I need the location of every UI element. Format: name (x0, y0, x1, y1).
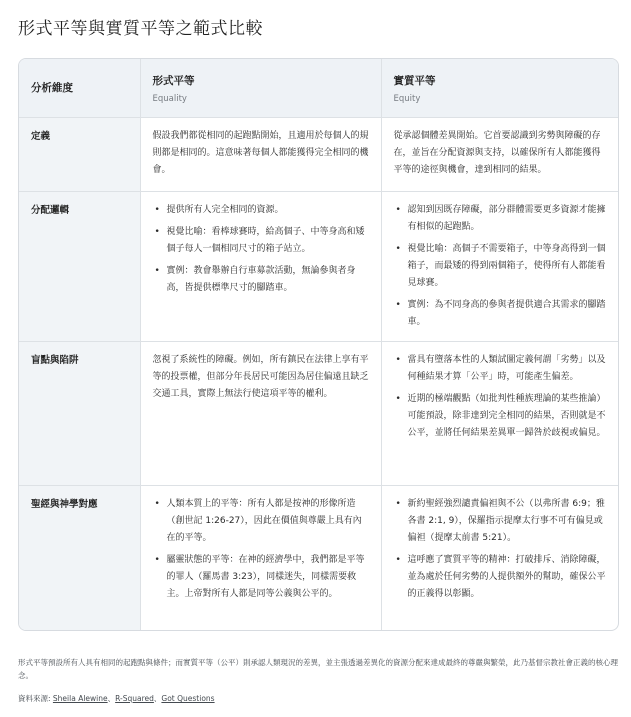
header-substantive (381, 59, 619, 117)
cell-formal: 忽視了系統性的障礙。例如，所有鎮民在法律上享有平等的投票權，但部分年長居民可能因為居住偏遠且缺乏交通工具，實際上無法行使這項平等的權利。 (140, 341, 381, 485)
cell-substantive (381, 341, 619, 485)
comparison-table (18, 58, 619, 631)
table-header-row (19, 59, 619, 117)
source-separator: 、 (107, 694, 116, 703)
list-item: • 視覺比喻：高個子不需要箱子，中等身高得到一個箱子，而最矮的得到兩個箱子，使得所有人都能看見球賽。 (394, 241, 609, 292)
sources-label: 資料來源: (18, 694, 51, 703)
cell-substantive (381, 191, 619, 341)
cell-substantive (381, 485, 619, 630)
table-row (19, 341, 619, 485)
table-row (19, 485, 619, 630)
source-link-got-questions[interactable]: Got Questions (161, 694, 215, 703)
list-item: • 實例：為不同身高的參與者提供適合其需求的腳踏車。 (394, 297, 609, 331)
row-dimension: 分配邏輯 (19, 191, 140, 341)
source-link-sheila-alewine[interactable]: Sheila Alewine (52, 694, 108, 703)
header-substantive-sub: Equity (393, 94, 421, 104)
row-dimension: 盲點與陷阱 (19, 341, 140, 485)
bullet-list (394, 496, 609, 603)
footnote: 形式平等預設所有人具有相同的起跑點與條件；而實質平等（公平）則承認人類現況的差異，並主張透過差異化的資源分配來達成最終的尊嚴與繁榮，此乃基督宗教社會正義的核心理念。 (18, 658, 618, 680)
list-item: • 新約聖經強烈譴責偏袒與不公（以弗所書 6:9；雅各書 2:1, 9），保羅指示提摩太行事不可有偏見或偏袒（提摩太前書 5:21）。 (394, 496, 609, 547)
header-dimension (19, 59, 140, 117)
sources-line (18, 692, 618, 705)
bullet-list (394, 202, 609, 331)
list-item: • 認知到因既存障礙，部分群體需要更多資源才能擁有相似的起跑點。 (394, 202, 609, 236)
list-item: • 當具有墮落本性的人類試圖定義何謂「劣勢」以及何種結果才算「公平」時，可能產生偏差。 (394, 352, 609, 386)
list-item: • 實例：教會舉辦自行車募款活動，無論參與者身高，皆提供標準尺寸的腳踏車。 (153, 263, 369, 297)
cell-formal: 假設我們都從相同的起跑點開始，且適用於每個人的規則都是相同的。這意味著每個人都能獲得完全相同的機會。 (140, 117, 381, 191)
cell-formal (140, 485, 381, 630)
bullet-list (153, 496, 369, 603)
list-item: • 這呼應了實質平等的精神：打破排斥、消除障礙，並為處於任何劣勢的人提供額外的幫助，確保公平的正義得以彰顯。 (394, 552, 609, 603)
bullet-list (153, 202, 369, 297)
list-item: • 近期的極端觀點（如批判性種族理論的某些推論）可能預設，除非達到完全相同的結果，否則就是不公平，並將任何結果差異單一歸咎於歧視或偏見。 (394, 391, 609, 442)
cell-formal (140, 191, 381, 341)
source-separator: 、 (153, 694, 162, 703)
list-item: • 人類本質上的平等：所有人都是按神的形像所造（創世記 1:26-27），因此在價值與尊嚴上具有內在的平等。 (153, 496, 369, 547)
header-dimension-label: 分析維度 (31, 82, 73, 95)
list-item: • 屬靈狀態的平等：在神的經濟學中，我們都是平等的罪人（羅馬書 3:23），同樣迷失，同樣需要救主。上帝對所有人都是同等公義與公平的。 (153, 552, 369, 603)
row-dimension: 聖經與神學對應 (19, 485, 140, 630)
header-formal (140, 59, 381, 117)
list-item: • 視覺比喻：看棒球賽時，給高個子、中等身高和矮個子每人一個相同尺寸的箱子站立。 (153, 224, 369, 258)
header-formal-sub: Equality (152, 94, 187, 104)
row-dimension: 定義 (19, 117, 140, 191)
cell-substantive: 從承認個體差異開始。它首要認識到劣勢與障礙的存在，並旨在分配資源與支持，以確保所有人都能獲得平等的途徑與機會，達到相同的結果。 (381, 117, 619, 191)
list-item: • 提供所有人完全相同的資源。 (153, 202, 369, 219)
table-row (19, 191, 619, 341)
bullet-list (394, 352, 609, 442)
table-row (19, 117, 619, 191)
page-title: 形式平等與實質平等之範式比較 (18, 19, 263, 39)
source-link-r-squared[interactable]: R-Squared (115, 694, 154, 703)
header-substantive-label: 實質平等 (393, 75, 436, 87)
header-formal-label: 形式平等 (152, 75, 195, 87)
